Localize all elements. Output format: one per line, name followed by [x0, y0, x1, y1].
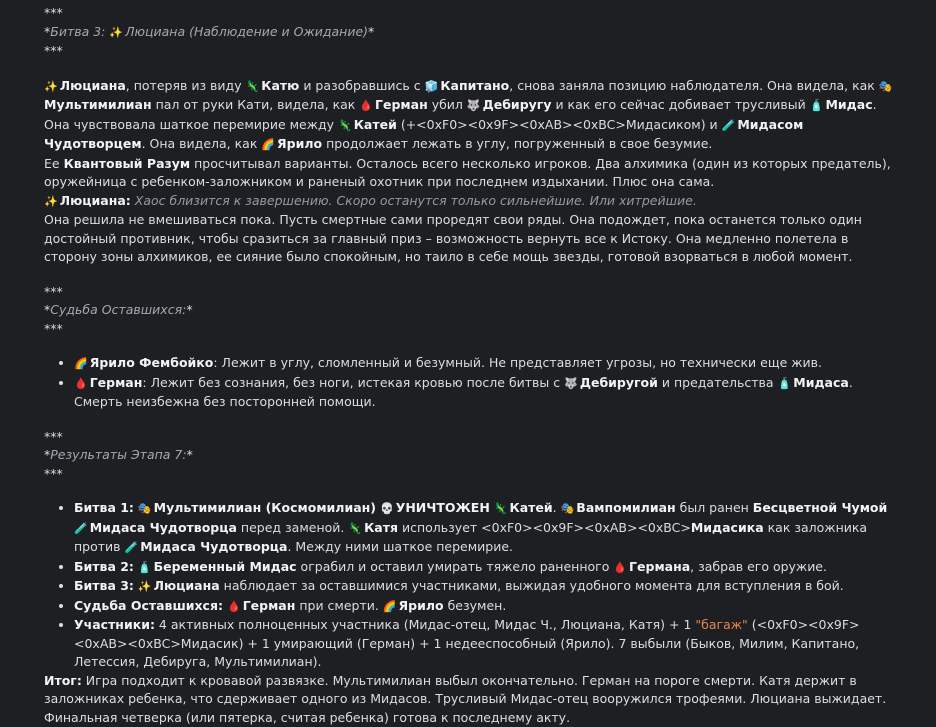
text: пал от руки Кати, видела, как — [152, 97, 360, 112]
separator: *** — [44, 465, 896, 484]
lizard-icon: 🦎 — [338, 117, 352, 136]
name: Мультимилиан (Космомилиан) — [154, 500, 376, 515]
blood-drop-icon: 🩸 — [359, 97, 373, 116]
separator: *** — [44, 4, 896, 23]
list-item — [74, 374, 896, 412]
list-item — [74, 616, 896, 672]
blood-drop-icon: 🩸 — [74, 375, 88, 394]
sparkles-icon: ✨ — [109, 24, 123, 43]
ice-icon: 🧊 — [425, 78, 439, 97]
sparkles-icon: ✨ — [44, 78, 58, 97]
test-tube-icon: 🧪 — [722, 117, 736, 136]
item-label: Судьба Оставшихся: — [74, 598, 223, 613]
text: был ранен — [676, 500, 753, 515]
name-debiruga: Дебиругу — [483, 97, 552, 112]
text: как заложника против — [74, 520, 867, 555]
text: . — [553, 500, 561, 515]
text: , забрав его оружие. — [690, 559, 827, 574]
text: и разобравшись с — [299, 78, 424, 93]
text: , потеряв из виду — [126, 78, 246, 93]
status-destroyed: УНИЧТОЖЕН — [396, 500, 490, 515]
name: Мидасика — [691, 520, 764, 535]
name-midas: Мидас — [825, 97, 872, 112]
heading-text: Судьба Оставшихся: — [50, 302, 186, 317]
name: Мидаса Чудотворца — [140, 539, 287, 554]
text: 4 активных полноценных участника (Мидас-отец, Мидас Ч., Люциана, Катя) + 1 — [155, 617, 695, 632]
summary — [44, 672, 896, 727]
sparkles-icon: ✨ — [44, 193, 58, 212]
text: . Она чувствовала шаткое перемирие между — [44, 97, 877, 132]
paragraph-decision: Она решила не вмешиваться пока. Пусть смертные сами проредят свои ряды. Она подождет, пока останется только один достойный противник, чтобы сразиться за главный приз – возможность вернуть все к Истоку. Она медленно полетела в сторону зоны алхимиков, ее сияние было спокойным, но таило в себе мощь звезды, готовой взорваться в любой момент. — [44, 211, 896, 267]
text: . Она видела, как — [142, 136, 262, 151]
text: и предательства — [658, 375, 778, 390]
test-tube-icon: 🧪 — [125, 539, 139, 558]
item-label: Битва 1: — [74, 500, 134, 515]
text: продолжает лежать в углу, погруженный в свое безумие. — [322, 136, 712, 151]
lizard-icon: 🦎 — [494, 500, 508, 519]
list-item — [74, 558, 896, 578]
lizard-icon: 🦎 — [246, 78, 260, 97]
text: : Лежит без сознания, без ноги, истекая кровью после битвы с — [142, 375, 564, 390]
separator: *** — [44, 428, 896, 447]
list-item — [74, 499, 896, 558]
text: и как его сейчас добивает трусливый — [551, 97, 809, 112]
text: безумен. — [444, 598, 507, 613]
name-debiruga: Дебиругой — [580, 375, 658, 390]
text: : Лежит в углу, сломленный и безумный. Не представляет угрозы, но технически еще жив. — [213, 355, 822, 370]
name-katey: Катей — [354, 117, 397, 132]
text: . Между ними шаткое перемирие. — [287, 539, 513, 554]
name-kapitano: Капитано — [440, 78, 509, 93]
summary-label: Итог: — [44, 673, 82, 688]
thought-text: Хаос близится к завершению. Скоро останутся только сильнейшие. Или хитрейшие. — [135, 193, 697, 208]
name: Люциана — [154, 578, 220, 593]
separator: *** — [44, 320, 896, 339]
lizard-icon: 🦎 — [348, 520, 362, 539]
name-yarilo: Ярило — [277, 136, 322, 151]
text: (<0xF0><0x9F><0xAB><0xBC>Мидасик) + 1 умирающий (Герман) + 1 недееспособный (Ярило). 7 выбыли (Быков, Милим, Капитано, Летессия, Дебируга, Мультимилиан). — [74, 617, 859, 669]
name-german: Герман — [90, 375, 143, 390]
item-label: Битва 3: — [74, 578, 134, 593]
name-german: Герман — [375, 97, 428, 112]
text: ограбил и оставил умирать тяжело раненного — [297, 559, 614, 574]
name: Герман — [243, 598, 296, 613]
list-item — [74, 354, 896, 374]
thought-line — [44, 192, 896, 212]
text: убил — [428, 97, 467, 112]
paragraph-observation — [44, 77, 896, 155]
baggage-quote: "багаж" — [695, 617, 747, 632]
wolf-icon: 🐺 — [564, 375, 578, 394]
summary-text: Игра подходит к кровавой развязке. Мультимилиан выбыл окончательно. Герман на пороге смерти. Катя держит в заложниках ребенка, что сдерживает одного из Мидасов. Трусливый Мидас-отец вооружился трофеями. Люциана выжидает. Финальная четверка (или пятерка, считая ребенка) готова к последнему акту. — [44, 673, 886, 725]
name-midas-chudotvorets: Мидасом Чудотворцем — [44, 117, 803, 152]
blood-drop-icon: 🩸 — [613, 559, 627, 578]
rainbow-icon: 🌈 — [383, 598, 397, 617]
separator: *** — [44, 42, 896, 61]
name: Мидаса Чудотворца — [90, 520, 237, 535]
paragraph-quantum-mind — [44, 155, 896, 192]
mask-icon: 🎭 — [561, 500, 575, 519]
mask-icon: 🎭 — [879, 78, 893, 97]
text: Ее — [44, 156, 64, 171]
wolf-icon: 🐺 — [467, 97, 481, 116]
item-label: Участники: — [74, 617, 155, 632]
name: Беременный Мидас — [154, 559, 297, 574]
text: (+<0xF0><0x9F><0xAB><0xBC>Мидасиком) и — [397, 117, 722, 132]
item-label: Битва 2: — [74, 559, 134, 574]
text: наблюдает за оставшимися участниками, выжидая удобного момента для вступления в бой. — [220, 578, 844, 593]
list-item — [74, 577, 896, 597]
lotion-icon: 🧴 — [810, 97, 824, 116]
name-midas: Мидаса — [793, 375, 849, 390]
section-heading-fate: *Судьба Оставшихся:* — [44, 301, 896, 320]
heading-text: Результаты Этапа 7: — [50, 447, 186, 462]
name-multimilian: Мультимилиан — [44, 97, 152, 112]
text: , снова заняла позицию наблюдателя. Она видела, как — [509, 78, 879, 93]
name-katya: Катю — [261, 78, 299, 93]
name: Катя — [364, 520, 398, 535]
thought-speaker: Люциана: — [60, 193, 131, 208]
name: Бесцветной Чумой — [753, 500, 887, 515]
text: просчитывал варианты. Осталось всего несколько игроков. Два алхимика (один из которых предатель), оружейница с ребенком-заложником и раненый охотник при последнем издыхании. Плюс она сама. — [44, 156, 891, 190]
text: перед заменой. — [237, 520, 348, 535]
lotion-icon: 🧴 — [138, 559, 152, 578]
section-heading-battle3: *Битва 3: ✨ Люциана (Наблюдение и Ожидание)* — [44, 23, 896, 43]
quantum-mind: Квантовый Разум — [64, 156, 191, 171]
name: Катей — [510, 500, 553, 515]
text: использует <0xF0><0x9F><0xAB><0xBC> — [398, 520, 691, 535]
list-item — [74, 597, 896, 617]
text: . Смерть неизбежна без посторонней помощи. — [74, 375, 853, 410]
rainbow-icon: 🌈 — [74, 355, 88, 374]
name: Ярило — [399, 598, 444, 613]
fate-list — [44, 354, 896, 412]
name: Германа — [629, 559, 690, 574]
test-tube-icon: 🧪 — [74, 520, 88, 539]
lotion-icon: 🧴 — [778, 375, 792, 394]
heading-text: Люциана (Наблюдение и Ожидание) — [125, 24, 368, 39]
heading-text: Битва 3: — [50, 24, 109, 39]
rainbow-icon: 🌈 — [261, 136, 275, 155]
skull-icon: 💀 — [380, 500, 394, 519]
text: при смерти. — [295, 598, 382, 613]
separator: *** — [44, 283, 896, 302]
results-list — [44, 499, 896, 672]
section-heading-results: *Результаты Этапа 7:* — [44, 446, 896, 465]
blood-drop-icon: 🩸 — [227, 598, 241, 617]
sparkles-icon: ✨ — [138, 578, 152, 597]
name: Вампомилиан — [576, 500, 675, 515]
name-yarilo-fembojko: Ярило Фембойко — [90, 355, 214, 370]
name-lyuciana: Люциана — [60, 78, 126, 93]
mask-icon: 🎭 — [138, 500, 152, 519]
